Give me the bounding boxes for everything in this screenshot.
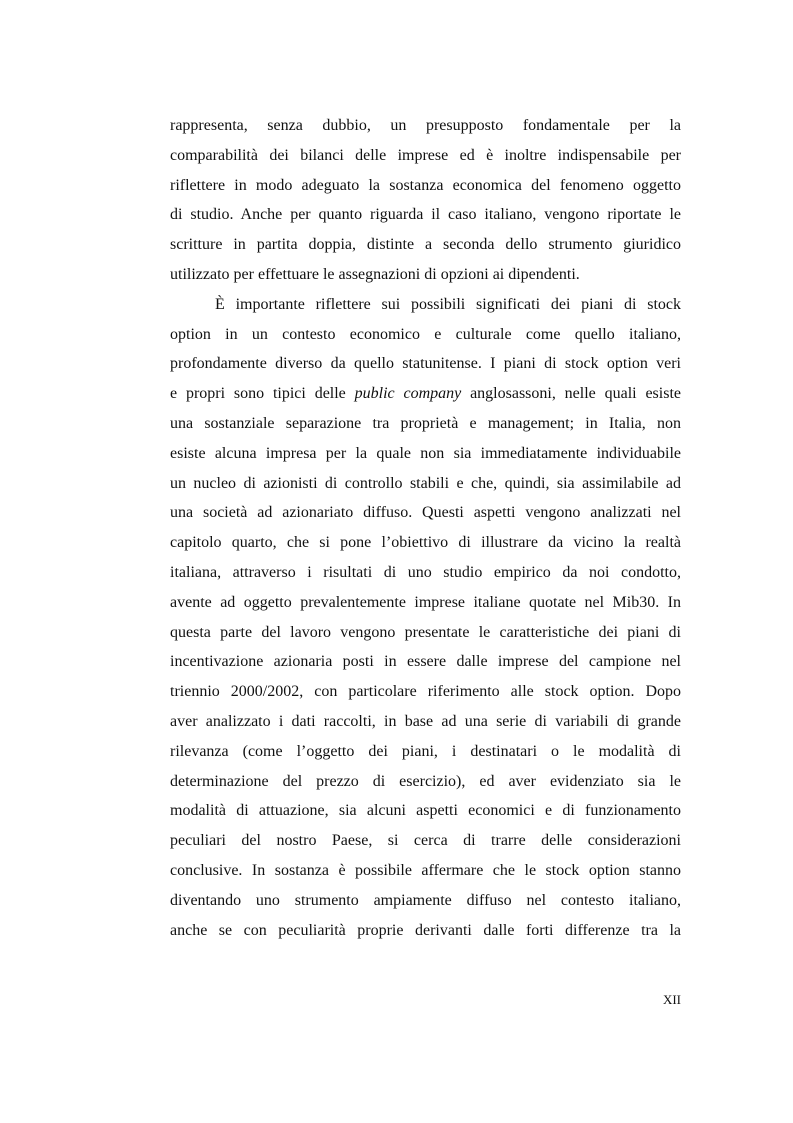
text-line: avente ad oggetto prevalentemente imprese italiane quotate nel Mib30. In — [170, 593, 681, 611]
text-line: diventando uno strumento ampiamente diffuso nel contesto italiano, — [170, 891, 681, 909]
text-line: incentivazione azionaria posti in essere dalle imprese del campione nel — [170, 653, 681, 671]
text-line: comparabilità dei bilanci delle imprese ed è inoltre indispensabile per — [170, 146, 681, 164]
text-line: di studio. Anche per quanto riguarda il caso italiano, vengono riportate le — [170, 206, 681, 224]
text-line: triennio 2000/2002, con particolare riferimento alle stock option. Dopo — [170, 683, 681, 701]
text-line: una sostanziale separazione tra proprietà e management; in Italia, non — [170, 414, 681, 432]
text-line: modalità di attuazione, sia alcuni aspetti economici e di funzionamento — [170, 802, 681, 820]
text-line: italiana, attraverso i risultati di uno studio empirico da noi condotto, — [170, 563, 681, 581]
text-line: È importante riflettere sui possibili significati dei piani di stock — [215, 295, 681, 313]
paragraph — [170, 290, 681, 946]
text-line: un nucleo di azionisti di controllo stabili e che, quindi, sia assimilabile ad — [170, 474, 681, 492]
text-line: capitolo quarto, che si pone l’obiettivo di illustrare da vicino la realtà — [170, 534, 681, 552]
text-line: conclusive. In sostanza è possibile affermare che le stock option stanno — [170, 861, 681, 879]
text-line: riflettere in modo adeguato la sostanza economica del fenomeno oggetto — [170, 176, 681, 194]
text-line: rappresenta, senza dubbio, un presupposto fondamentale per la — [170, 117, 681, 134]
text-line: peculiari del nostro Paese, si cerca di trarre delle considerazioni — [170, 832, 681, 850]
text-line: profondamente diverso da quello statunitense. I piani di stock option veri — [170, 355, 681, 373]
text-line: esiste alcuna impresa per la quale non sia immediatamente individuabile — [170, 444, 681, 462]
text-line: e propri sono tipici delle public company anglosassoni, nelle quali esiste — [170, 385, 681, 403]
text-line: rilevanza (come l’oggetto dei piani, i destinatari o le modalità di — [170, 742, 681, 760]
text-line: questa parte del lavoro vengono presentate le caratteristiche dei piani di — [170, 623, 681, 641]
body-text — [170, 111, 681, 945]
text-line: una società ad azionariato diffuso. Questi aspetti vengono analizzati nel — [170, 504, 681, 522]
text-line: scritture in partita doppia, distinte a seconda dello strumento giuridico — [170, 236, 681, 254]
text-line: utilizzato per effettuare le assegnazioni di opzioni ai dipendenti. — [170, 265, 580, 283]
page-number: XII — [662, 992, 681, 1007]
text-line: option in un contesto economico e culturale come quello italiano, — [170, 325, 681, 343]
italic-term: public company — [354, 385, 462, 403]
text-line: aver analizzato i dati raccolti, in base ad una serie di variabili di grande — [170, 712, 681, 730]
text-line: determinazione del prezzo di esercizio), ed aver evidenziato sia le — [170, 772, 681, 790]
text-line: anche se con peculiarità proprie derivanti dalle forti differenze tra la — [170, 921, 681, 939]
paragraph — [170, 111, 681, 290]
